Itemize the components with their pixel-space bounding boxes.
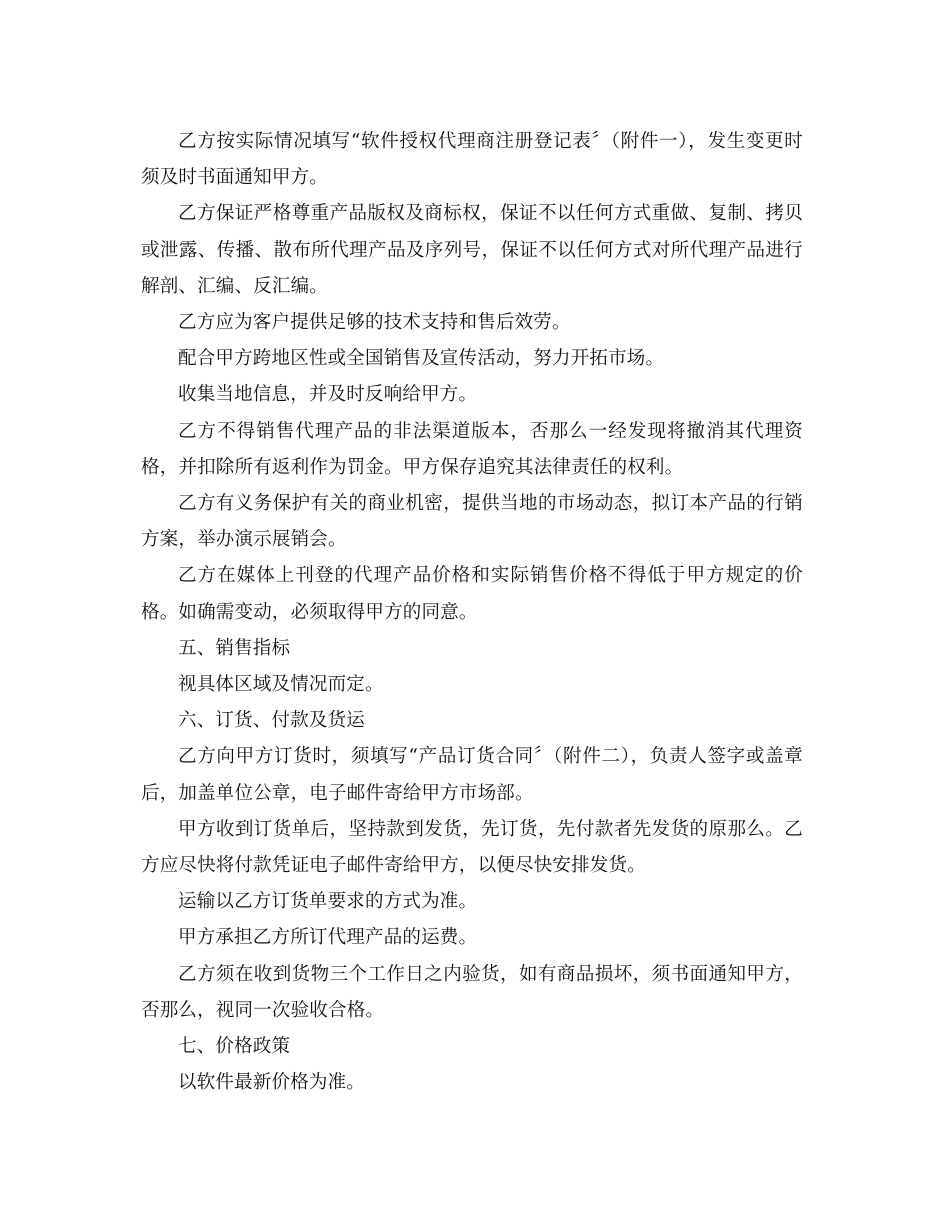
document-body [141, 124, 803, 1101]
paragraph-illegal-channels: 乙方不得销售代理产品的非法渠道版本，否那么一经发现将撤消其代理资格，并扣除所有返利作为罚金。甲方保存追究其法律责任的权利。 [141, 420, 803, 478]
paragraph-tech-support: 乙方应为客户提供足够的技术支持和售后效劳。 [178, 312, 571, 334]
paragraph-sales-targets: 视具体区域及情况而定。 [178, 674, 384, 696]
paragraph-copyright: 乙方保证严格尊重产品版权及商标权，保证不以任何方式重做、复制、拷贝或泄露、传播、散布所代理产品及序列号，保证不以任何方式对所代理产品进行解剖、汇编、反汇编。 [141, 203, 803, 297]
paragraph-inspection: 乙方须在收到货物三个工作日之内验货，如有商品损坏，须书面通知甲方，否那么，视同一次验收合格。 [141, 963, 803, 1021]
paragraph-payment: 甲方收到订货单后，坚持款到发货，先订货，先付款者先发货的原那么。乙方应尽快将付款凭证电子邮件寄给甲方，以便尽快安排发货。 [141, 818, 803, 877]
paragraph-order-contract: 乙方向甲方订货时，须填写“产品订货合同〞（附件二），负责人签字或盖章后，加盖单位公章，电子邮件寄给甲方市场部。 [141, 746, 803, 804]
section-heading-pricing-policy: 七、价格政策 [178, 1036, 291, 1058]
paragraph-confidentiality: 乙方有义务保护有关的商业机密，提供当地的市场动态，拟订本产品的行销方案，举办演示展销会。 [141, 493, 803, 551]
paragraph-registration-form: 乙方按实际情况填写“软件授权代理商注册登记表〞（附件一），发生变更时须及时书面通知甲方。 [141, 131, 803, 189]
paragraph-sales-cooperation: 配合甲方跨地区性或全国销售及宣传活动，努力开拓市场。 [178, 348, 665, 370]
paragraph-media-pricing: 乙方在媒体上刊登的代理产品价格和实际销售价格不得低于甲方规定的价格。如确需变动，必须取得甲方的同意。 [141, 565, 803, 623]
paragraph-pricing-policy: 以软件最新价格为准。 [178, 1072, 366, 1094]
paragraph-local-info: 收集当地信息，并及时反响给甲方。 [178, 384, 478, 406]
section-heading-sales-targets: 五、销售指标 [178, 637, 291, 659]
paragraph-freight: 甲方承担乙方所订代理产品的运费。 [178, 927, 478, 949]
section-heading-ordering: 六、订货、付款及货运 [178, 710, 366, 732]
paragraph-transport-method: 运输以乙方订货单要求的方式为准。 [178, 891, 478, 913]
